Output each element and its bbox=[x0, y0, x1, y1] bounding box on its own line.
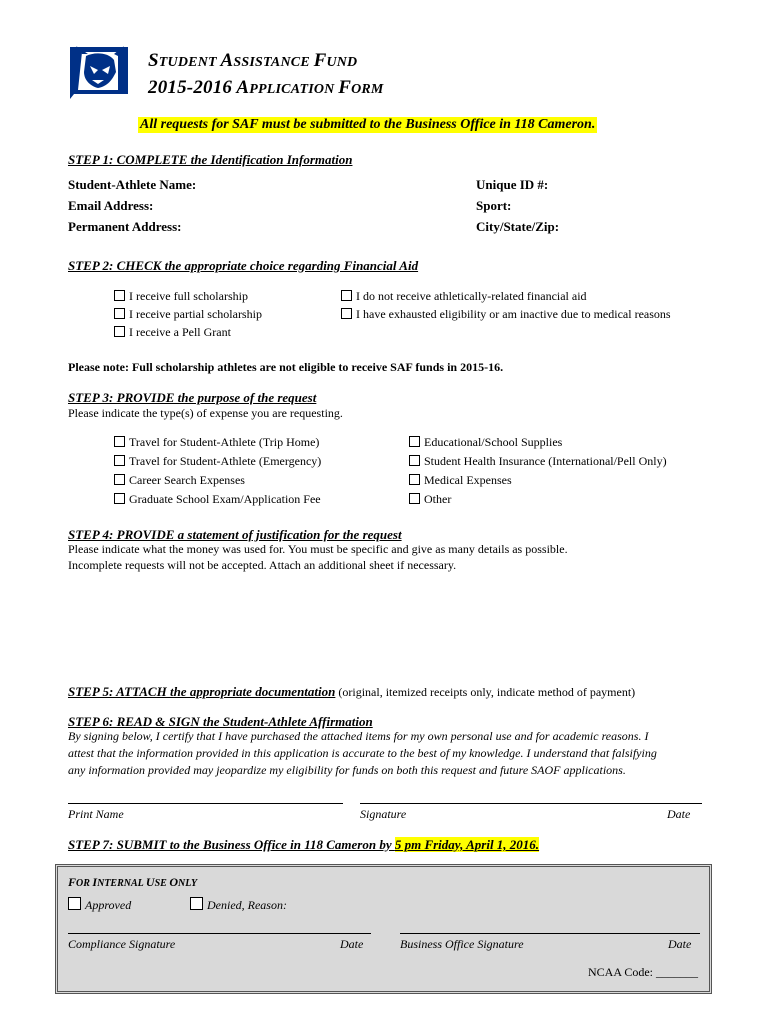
affirmation-line-3: any information provided may jeopardize my eligibility for funds on both this request and future SAOF applications. bbox=[68, 763, 626, 777]
print-name-line[interactable] bbox=[68, 803, 343, 804]
affirmation-line-1: By signing below, I certify that I have purchased the attached items for my own personal use and for academic reasons. I bbox=[68, 729, 649, 743]
sport-label: Sport: bbox=[476, 198, 512, 213]
checkbox[interactable] bbox=[409, 455, 420, 466]
option-emergency-travel[interactable]: Travel for Student-Athlete (Emergency) bbox=[114, 454, 321, 469]
form-title-line1: STUDENT ASSISTANCE FUND bbox=[148, 50, 358, 71]
checkbox[interactable] bbox=[114, 436, 125, 447]
unique-id-label: Unique ID #: bbox=[476, 177, 549, 192]
justification-instruction-1: Please indicate what the money was used for. You must be specific and give as many details as possible. bbox=[68, 542, 568, 556]
option-exhausted-eligibility[interactable]: I have exhausted eligibility or am inactive due to medical reasons bbox=[341, 307, 671, 322]
option-full-scholarship[interactable]: I receive full scholarship bbox=[114, 289, 248, 304]
ncaa-code-field[interactable]: NCAA Code: _______ bbox=[588, 965, 699, 979]
step3-heading: STEP 3: PROVIDE the purpose of the request bbox=[68, 390, 317, 405]
blue-devil-logo-icon bbox=[68, 44, 136, 100]
form-title-line2: 2015-2016 APPLICATION FORM bbox=[148, 77, 384, 98]
denied-option[interactable]: Denied, Reason: bbox=[190, 897, 287, 913]
submission-banner: All requests for SAF must be submitted to the Business Office in 118 Cameron. bbox=[140, 117, 596, 132]
checkbox[interactable] bbox=[409, 493, 420, 504]
option-no-athletic-aid[interactable]: I do not receive athletically-related financial aid bbox=[341, 289, 587, 304]
student-athlete-name-label: Student-Athlete Name: bbox=[68, 177, 197, 192]
option-pell-grant[interactable]: I receive a Pell Grant bbox=[114, 325, 231, 340]
option-partial-scholarship[interactable]: I receive partial scholarship bbox=[114, 307, 262, 322]
affirmation-line-2: attest that the information provided in this application is accurate to the best of my knowledge. I understand that falsifying bbox=[68, 746, 657, 760]
affirmation-text bbox=[68, 728, 708, 779]
step7-heading: STEP 7: SUBMIT to the Business Office in 118 Cameron by 5 pm Friday, April 1, 2016. bbox=[68, 837, 540, 852]
approved-option[interactable]: Approved bbox=[68, 897, 131, 913]
option-other[interactable]: Other bbox=[409, 492, 451, 507]
checkbox[interactable] bbox=[114, 308, 125, 319]
scholarship-note: Please note: Full scholarship athletes are not eligible to receive SAF funds in 2015-16. bbox=[68, 360, 504, 374]
internal-use-title: FOR INTERNAL USE ONLY bbox=[68, 875, 198, 889]
business-date-label: Date bbox=[668, 937, 692, 951]
option-medical-expenses[interactable]: Medical Expenses bbox=[409, 473, 512, 488]
step2-heading: STEP 2: CHECK the appropriate choice regarding Financial Aid bbox=[68, 258, 419, 273]
email-address-label: Email Address: bbox=[68, 198, 154, 213]
compliance-date-label: Date bbox=[340, 937, 364, 951]
checkbox[interactable] bbox=[114, 455, 125, 466]
step5-heading: STEP 5: ATTACH the appropriate documentation bbox=[68, 684, 336, 699]
business-office-signature-line[interactable] bbox=[400, 933, 700, 934]
checkbox[interactable] bbox=[114, 326, 125, 337]
checkbox[interactable] bbox=[114, 493, 125, 504]
checkbox[interactable] bbox=[341, 290, 352, 301]
step1-heading: STEP 1: COMPLETE the Identification Information bbox=[68, 152, 353, 167]
step6-heading: STEP 6: READ & SIGN the Student-Athlete Affirmation bbox=[68, 714, 373, 729]
business-office-signature-label: Business Office Signature bbox=[400, 937, 524, 951]
step4-heading: STEP 4: PROVIDE a statement of justification for the request bbox=[68, 527, 402, 542]
checkbox[interactable] bbox=[409, 474, 420, 485]
step5-detail: (original, itemized receipts only, indicate method of payment) bbox=[335, 685, 636, 699]
checkbox[interactable] bbox=[341, 308, 352, 319]
option-grad-exam[interactable]: Graduate School Exam/Application Fee bbox=[114, 492, 321, 507]
justification-instruction-2: Incomplete requests will not be accepted. Attach an additional sheet if necessary. bbox=[68, 558, 457, 572]
compliance-signature-line[interactable] bbox=[68, 933, 371, 934]
checkbox[interactable] bbox=[409, 436, 420, 447]
option-school-supplies[interactable]: Educational/School Supplies bbox=[409, 435, 562, 450]
internal-use-box bbox=[55, 864, 712, 994]
permanent-address-label: Permanent Address: bbox=[68, 219, 182, 234]
checkbox[interactable] bbox=[114, 290, 125, 301]
checkbox[interactable] bbox=[68, 897, 81, 910]
deadline: 5 pm Friday, April 1, 2016. bbox=[394, 837, 540, 852]
signature-label: Signature bbox=[360, 807, 407, 821]
signature-line[interactable] bbox=[360, 803, 702, 804]
option-trip-home[interactable]: Travel for Student-Athlete (Trip Home) bbox=[114, 435, 319, 450]
print-name-label: Print Name bbox=[68, 807, 124, 821]
checkbox[interactable] bbox=[114, 474, 125, 485]
checkbox[interactable] bbox=[190, 897, 203, 910]
city-state-zip-label: City/State/Zip: bbox=[476, 219, 560, 234]
expense-instruction: Please indicate the type(s) of expense you are requesting. bbox=[68, 406, 343, 420]
compliance-signature-label: Compliance Signature bbox=[68, 937, 176, 951]
date-label: Date bbox=[667, 807, 691, 821]
option-career-search[interactable]: Career Search Expenses bbox=[114, 473, 245, 488]
option-health-insurance[interactable]: Student Health Insurance (International/Pell Only) bbox=[409, 454, 667, 469]
step5-row bbox=[68, 683, 635, 701]
